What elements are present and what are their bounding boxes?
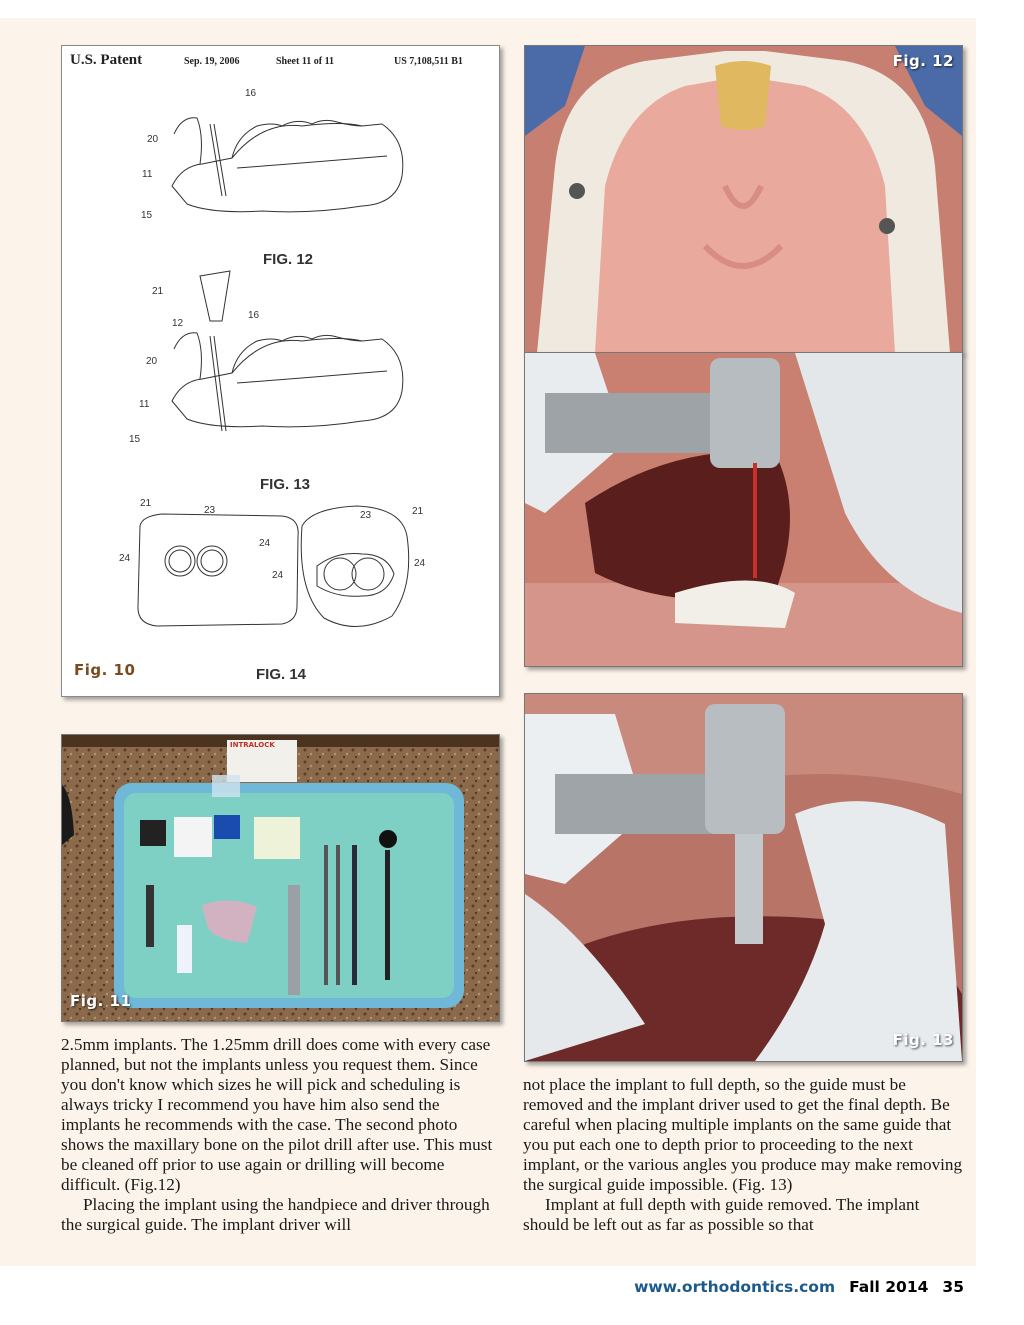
ref-15a: 15	[141, 210, 153, 221]
ref-24d: 24	[414, 558, 426, 569]
fig13-label: Fig. 13	[892, 1031, 954, 1049]
drill-illustration	[525, 353, 962, 666]
ref-24b: 24	[119, 553, 131, 564]
left-paragraph-1: 2.5mm implants. The 1.25mm drill does come with every case planned, but not the implants unless you request them. Since you don't know which sizes he will pick and scheduling is always tricky I recommend you have him also send the implants he recommends with the case. The second photo shows the maxillary bone on the pilot drill after use. This must be cleaned off prior to use again or drilling will become difficult. (Fig.12)	[61, 1035, 493, 1194]
implant-photo	[524, 693, 963, 1062]
ref-20a: 20	[147, 134, 159, 145]
ref-23b: 23	[360, 510, 372, 521]
ref-15b: 15	[129, 434, 141, 445]
footer-page-number: 35	[942, 1278, 964, 1296]
article-right-column	[523, 1075, 968, 1235]
fig10-label: Fig. 10	[74, 661, 136, 679]
fig11-label: Fig. 11	[70, 992, 132, 1010]
right-paragraph-2: Implant at full depth with guide removed. The implant should be left out as far as possible so that	[523, 1195, 920, 1234]
patent-header-sheet: Sheet 11 of 11	[276, 56, 335, 67]
fig12-label: Fig. 12	[892, 52, 954, 70]
guide-photo	[524, 45, 963, 354]
left-paragraph-2: Placing the implant using the handpiece and driver through the surgical guide. The implant driver will	[61, 1195, 490, 1234]
patent-header-number: US 7,108,511 B1	[394, 56, 463, 67]
ref-11a: 11	[142, 169, 153, 180]
ref-24c: 24	[272, 570, 284, 581]
ref-23a: 23	[204, 505, 216, 516]
implant-illustration	[525, 694, 962, 1061]
ref-12a: 12	[172, 318, 184, 329]
ref-16b: 16	[248, 310, 260, 321]
ref-24a: 24	[259, 538, 271, 549]
article-left-column	[61, 1035, 501, 1235]
tray-photo	[61, 734, 500, 1022]
fig13-caption: FIG. 13	[260, 476, 311, 493]
tray-box-text: INTRALOCK	[230, 741, 275, 749]
ref-21b: 21	[140, 498, 152, 509]
drill-photo	[524, 352, 963, 667]
footer-issue: Fall 2014	[849, 1278, 929, 1296]
patent-drawings	[62, 46, 499, 696]
ref-21c: 21	[412, 506, 424, 517]
patent-figure	[61, 45, 500, 697]
patent-header-left: U.S. Patent	[70, 52, 143, 68]
ref-21a: 21	[152, 286, 164, 297]
ref-11b: 11	[139, 399, 150, 410]
page-footer	[634, 1278, 964, 1296]
fig14-caption: FIG. 14	[256, 666, 307, 683]
ref-16a: 16	[245, 88, 257, 99]
patent-header-date: Sep. 19, 2006	[184, 56, 240, 67]
ref-20b: 20	[146, 356, 158, 367]
fig12-caption: FIG. 12	[263, 251, 314, 268]
tray-illustration	[62, 735, 499, 1021]
guide-illustration	[525, 46, 962, 353]
footer-url[interactable]: www.orthodontics.com	[634, 1278, 836, 1296]
right-paragraph-1: not place the implant to full depth, so the guide must be removed and the implant driver used to get the final depth. Be careful when placing multiple implants on the same guide that you put each one to depth prior to proceeding to the next implant, or the various angles you produce may make removing the surgical guide impossible. (Fig. 13)	[523, 1075, 963, 1194]
